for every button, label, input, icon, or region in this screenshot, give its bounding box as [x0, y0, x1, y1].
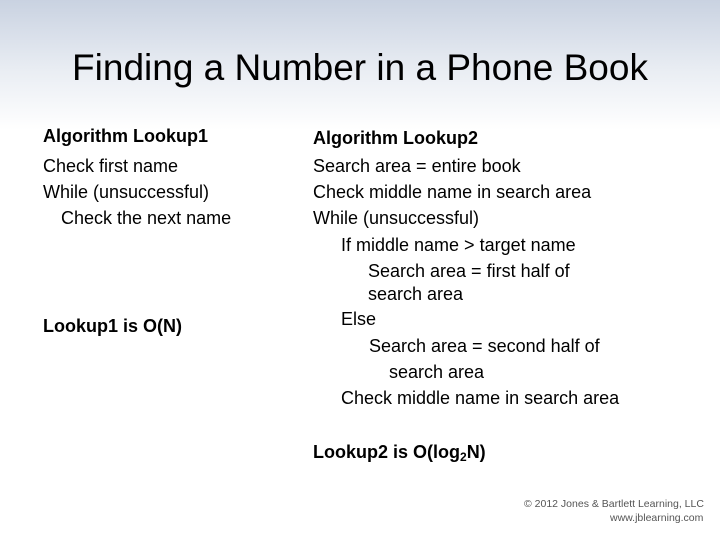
lookup2-line: While (unsuccessful): [313, 208, 480, 228]
log-base-subscript: 2: [460, 450, 467, 464]
lookup1-heading: Algorithm Lookup1: [43, 126, 208, 146]
lookup1-line: Check the next name: [61, 208, 232, 228]
complexity-prefix: Lookup2 is O(log: [313, 442, 460, 462]
slide-title: Finding a Number in a Phone Book: [72, 47, 648, 88]
lookup2-line: Check middle name in search area: [313, 182, 592, 202]
lookup1-complexity: Lookup1 is O(N): [43, 316, 182, 336]
copyright-notice: [524, 497, 714, 525]
complexity-suffix: N): [466, 442, 486, 462]
lookup2-complexity: [313, 441, 486, 463]
lookup2-line: Search area = first half of: [368, 261, 570, 281]
lookup2-line: Check middle name in search area: [341, 388, 620, 408]
lookup2-line: Search area = second half of: [369, 336, 600, 356]
lookup1-line: Check first name: [43, 156, 179, 176]
publisher-url: www.jblearning.com: [610, 512, 704, 524]
lookup2-line: If middle name > target name: [341, 235, 576, 255]
lookup1-line: While (unsuccessful): [43, 182, 210, 202]
lookup2-line: Else: [341, 309, 377, 329]
lookup2-line: search area: [389, 362, 485, 382]
lookup2-column: [313, 127, 713, 472]
lookup1-column: [43, 125, 283, 345]
lookup2-line: Search area = entire book: [313, 156, 521, 176]
lookup2-line: search area: [368, 284, 464, 304]
copyright-line: © 2012 Jones & Bartlett Learning, LLC: [524, 498, 704, 510]
lookup2-heading: Algorithm Lookup2: [313, 128, 478, 148]
